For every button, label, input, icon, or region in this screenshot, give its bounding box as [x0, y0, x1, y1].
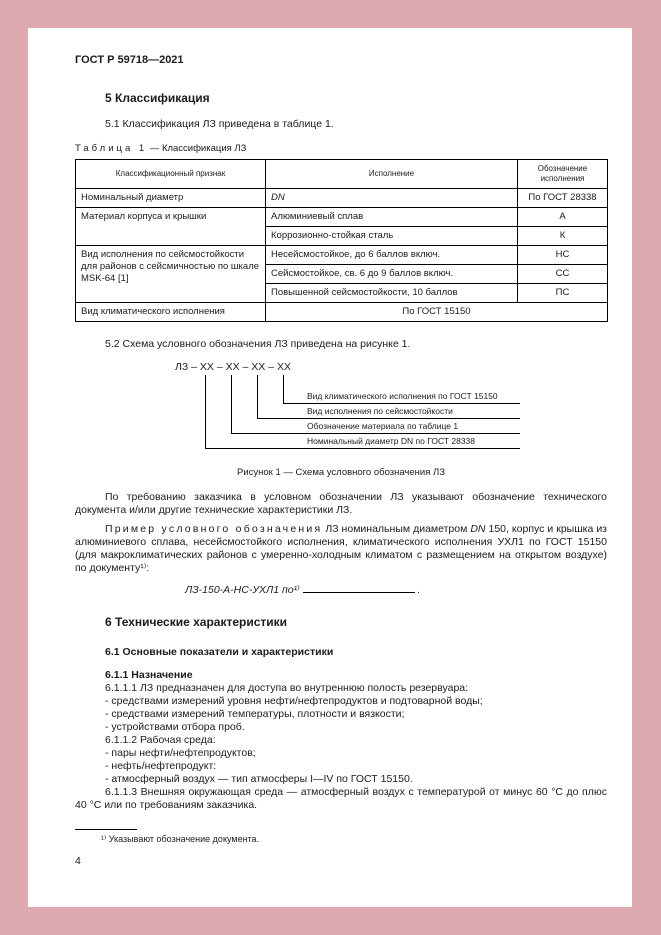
column-header-attribute: Классификационный признак	[76, 160, 266, 189]
paragraph-6-1-1-3: 6.1.1.3 Внешняя окружающая среда — атмосферный воздух с температурой от минус 60 °С до плюс 40 °С или по требованиям заказчика.	[75, 786, 607, 811]
cell-execution: Алюминиевый сплав	[266, 208, 518, 227]
table-row	[76, 246, 608, 265]
cell-designation: По ГОСТ 28338	[518, 189, 608, 208]
document-page	[28, 28, 632, 907]
scheme-label-diameter: Номинальный диаметр DN по ГОСТ 28338	[205, 435, 520, 449]
cell-attribute: Номинальный диаметр	[76, 189, 266, 208]
paragraph-6-1-1-1: 6.1.1.1 ЛЗ предназначен для доступа во внутреннюю полость резервуара:	[105, 682, 469, 694]
cell-merged-value: По ГОСТ 15150	[266, 303, 608, 322]
cell-designation: К	[518, 227, 608, 246]
cell-designation: ПС	[518, 284, 608, 303]
scheme-label-material: Обозначение материала по таблице 1	[231, 420, 520, 434]
fill-in-blank	[303, 583, 415, 593]
designation-formula: ЛЗ – ХХ – ХХ – ХХ – ХХ	[175, 361, 291, 373]
table-caption-text: — Классификация ЛЗ	[147, 143, 247, 154]
example-intro-mid: ЛЗ номинальным диаметром	[322, 523, 471, 535]
cell-attribute: Вид климатического исполнения	[76, 303, 266, 322]
example-designation-line	[185, 583, 607, 597]
table-header-row	[76, 160, 608, 189]
list-item: - средствами измерений температуры, плотности и вязкости;	[105, 708, 405, 720]
example-designation-text: ЛЗ-150-А-НС-УХЛ1 по¹⁾	[185, 584, 300, 596]
cell-designation: НС	[518, 246, 608, 265]
cell-execution: Сейсмостойкое, св. 6 до 9 баллов включ.	[266, 265, 518, 284]
section-5-title: 5 Классификация	[105, 91, 210, 105]
example-paragraph	[75, 523, 607, 575]
footnote-divider	[75, 829, 137, 830]
table-row	[76, 208, 608, 227]
example-designation-period: .	[417, 584, 421, 596]
scheme-label-seismic: Вид исполнения по сейсмостойкости	[257, 405, 520, 419]
paragraph-5-2: 5.2 Схема условного обозначения ЛЗ приведена на рисунке 1.	[105, 338, 411, 350]
paragraph-6-1-1-2: 6.1.1.2 Рабочая среда:	[105, 734, 216, 746]
subsection-6-1-1-title: 6.1.1 Назначение	[105, 669, 193, 681]
example-dn: DN	[470, 523, 486, 535]
list-item: - атмосферный воздух — тип атмосферы I—IV по ГОСТ 15150.	[105, 773, 413, 785]
table-row	[76, 303, 608, 322]
document-code-header: ГОСТ Р 59718—2021	[75, 54, 184, 66]
column-header-execution: Исполнение	[266, 160, 518, 189]
section-6-title: 6 Технические характеристики	[105, 615, 288, 629]
table-caption-label: Таблица 1	[75, 143, 148, 154]
cell-designation: СС	[518, 265, 608, 284]
example-intro-rest: 150, корпус и крышка из алюминиевого сплава, несейсмостойкого исполнения, климатического исполнения УХЛ1 по ГОСТ 15150 (для макроклиматических районов с умеренно-холодным климатом с размещением на открытом воздухе) по документу¹⁾:	[75, 523, 607, 574]
list-item: - нефть/нефтепродукт:	[105, 760, 217, 772]
list-item: - устройствами отбора проб.	[105, 721, 245, 733]
list-item: - пары нефти/нефтепродуктов;	[105, 747, 256, 759]
page-number: 4	[75, 855, 81, 867]
column-header-designation: Обозначение исполнения	[518, 160, 608, 189]
table-1-caption	[75, 143, 607, 155]
cell-execution: DN	[266, 189, 518, 208]
cell-execution: Повышенной сейсмостойкости, 10 баллов	[266, 284, 518, 303]
paragraph-5-1: 5.1 Классификация ЛЗ приведена в таблице 1.	[105, 118, 334, 130]
footnote-block	[75, 829, 607, 845]
list-item: - средствами измерений уровня нефти/нефтепродуктов и подтоварной воды;	[105, 695, 483, 707]
subsection-6-1-title: 6.1 Основные показатели и характеристики	[105, 646, 334, 658]
figure-1-caption: Рисунок 1 — Схема условного обозначения ЛЗ	[237, 467, 445, 478]
cell-execution: Коррозионно-стойкая сталь	[266, 227, 518, 246]
paragraph-requirement: По требованию заказчика в условном обозначении ЛЗ указывают обозначение технического документа и/или другие технические характеристики ЛЗ.	[75, 491, 607, 516]
cell-attribute: Материал корпуса и крышки	[76, 208, 266, 246]
example-intro-spaced: Пример условного обозначения	[105, 523, 323, 535]
table-row	[76, 189, 608, 208]
cell-execution: Несейсмостойкое, до 6 баллов включ.	[266, 246, 518, 265]
designation-scheme-figure	[75, 361, 607, 457]
cell-designation: А	[518, 208, 608, 227]
cell-attribute: Вид исполнения по сейсмостойкости для районов с сейсмичностью по шкале MSK-64 [1]	[76, 246, 266, 303]
classification-table	[75, 159, 608, 322]
scheme-label-climate: Вид климатического исполнения по ГОСТ 15150	[283, 390, 520, 404]
footnote-text: ¹⁾ Указывают обозначение документа.	[101, 834, 260, 844]
